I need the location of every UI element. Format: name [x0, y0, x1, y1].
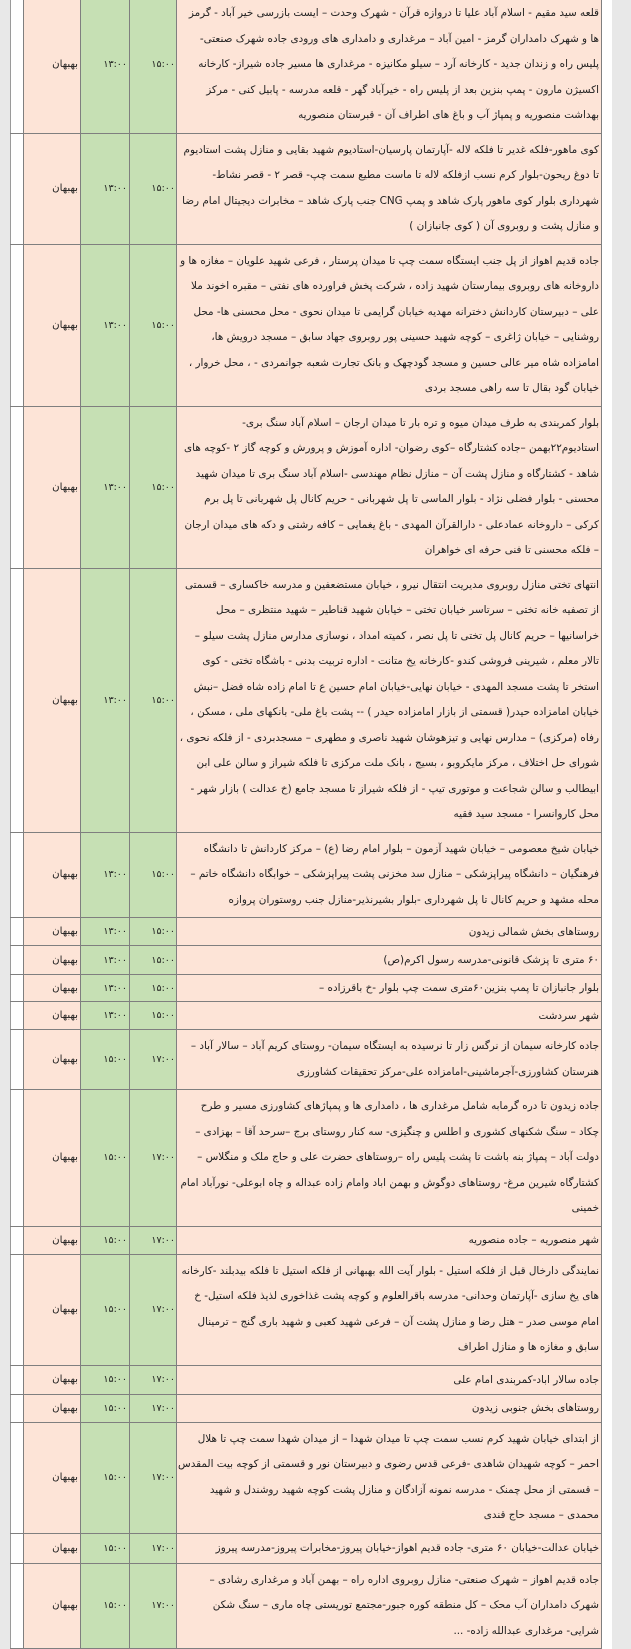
table-row [11, 568, 602, 832]
row-header-cell [11, 0, 24, 133]
end-time-cell[interactable]: ۱۵:۰۰ [130, 244, 177, 406]
area-cell[interactable]: انتهای تختی منازل روبروی مدیریت انتقال نیرو ، خیابان مستضعفین و مدرسه خاکساری – قسمتی از تصفیه خانه تختی – سرتاسر خیابان تختی – خیابان شهید قناطیر – شهید منتظری – محل خراسانیها – حریم کانال پل تختی تا پل نصر ، کمیته امداد ، نوسازی مدارس منازل پشت سیلو – تالار معلم ، شیرینی فروشی کندو -کارخانه یخ متانت - اداره تربیت بدنی - باشگاه تختی - کوی استخر تا پشت مسجد المهدی - خیابان نهایی-خیابان امام حسین ع تا امام زاده شاه فضل –نبش خیابان امامزاده حیدر( قسمتی از بازار امامزاده حیدر ) -- پشت باغ ملی- بانکهای ملی ، مسکن ، رفاه (مرکزی) – مدارس نهایی و تیزهوشان شهید ناصری و مطهری – مسجدبردی - از فلکه نحوی ، شورای حل اختلاف ، مرکز مایکروبو ، بسیج ، بانک ملت مرکزی تا فلکه شیراز و سالن علی ابن ابیطالب و سالن شجاعت و موتوری تیپ - از فلکه شیراز تا مسجد جامع (خ عدالت ) بازار شهر - محل کاروانسرا - مسجد سید فقیه [177, 568, 602, 832]
city-cell[interactable]: بهبهان [24, 918, 81, 946]
end-time-cell[interactable]: ۱۵:۰۰ [130, 0, 177, 133]
start-time-cell[interactable]: ۱۳:۰۰ [81, 244, 130, 406]
row-header-cell [11, 244, 24, 406]
start-time-cell[interactable]: ۱۵:۰۰ [81, 1365, 130, 1394]
row-header-cell [11, 568, 24, 832]
start-time-cell[interactable]: ۱۳:۰۰ [81, 0, 130, 133]
end-time-cell[interactable]: ۱۷:۰۰ [130, 1090, 177, 1227]
area-cell[interactable]: قلعه سید مقیم - اسلام آباد علیا تا دروازه قرآن - شهرک وحدت – ایست بازرسی خیر آباد - گرمز ها و شهرک دامداران گرمز - امین آباد – مرغداری و دامداری های ورودی جاده شهرک صنعتی- پلیس راه و زندان جدید - کارخانه آرد – سیلو مکانیزه - مرغداری ها مسیر جاده شیراز- کارخانه اکسیژن مارون - پمپ بنزین بعد از پلیس راه - خیرآباد گهر - قلعه مدرسه - پابیل کنی - مرکز بهداشت منصوریه و پمپاژ آب و باغ های اطراف آن - قبرستان منصوریه [177, 0, 602, 133]
start-time-cell[interactable]: ۱۵:۰۰ [81, 1394, 130, 1422]
row-header-cell [11, 946, 24, 975]
start-time-cell[interactable]: ۱۳:۰۰ [81, 1002, 130, 1030]
row-header-cell [11, 975, 24, 1002]
area-cell[interactable]: از ابتدای خیابان شهید کرم نسب سمت چپ تا میدان شهدا – از میدان شهدا سمت چپ تا هلال احمر – کوچه شهیدان شاهدی -فرعی قدس رضوی و دبیرستان نور و قسمتی از کوچه بیت المقدس – قسمتی از محل چمنک - مدرسه نمونه آزادگان و منازل پشت کوچه شهید روشندل و شهید محمدی – مسجد حاج قندی [177, 1422, 602, 1533]
city-cell[interactable]: بهبهان [24, 1422, 81, 1533]
area-cell[interactable]: جاده قدیم اهواز – شهرک صنعتی- منازل روبروی اداره راه – بهمن آباد و مرغداری رشادی – شهرک دامداران آب محک – کل منطقه کوره جبور-مجتمع توریستی چاه ماری – سنگ شکن شرایی- مرغداری عبدالله زاده- ... [177, 1563, 602, 1649]
city-cell[interactable]: بهبهان [24, 1394, 81, 1422]
area-cell[interactable]: روستاهای بخش شمالی زیدون [177, 918, 602, 946]
table-row [11, 918, 602, 946]
end-time-cell[interactable]: ۱۵:۰۰ [130, 918, 177, 946]
end-time-cell[interactable]: ۱۵:۰۰ [130, 133, 177, 244]
end-time-cell[interactable]: ۱۷:۰۰ [130, 1030, 177, 1090]
city-cell[interactable]: بهبهان [24, 0, 81, 133]
area-cell[interactable]: ۶۰ متری تا پزشک قانونی-مدرسه رسول اکرم(ص) [177, 946, 602, 975]
row-header-cell [11, 1394, 24, 1422]
start-time-cell[interactable]: ۱۳:۰۰ [81, 568, 130, 832]
row-header-cell [11, 1030, 24, 1090]
start-time-cell[interactable]: ۱۳:۰۰ [81, 133, 130, 244]
table-row [11, 1254, 602, 1365]
end-time-cell[interactable]: ۱۷:۰۰ [130, 1422, 177, 1533]
area-cell[interactable]: کوی ماهور-فلکه غدیر تا فلکه لاله -آپارتمان پارسیان-استادیوم شهید بقایی و منازل پشت استادیوم تا دوغ ریحون-بلوار کرم نسب ازفلکه لاله تا ماست مطیع سمت چپ- قصر ۲ - قصر نشاط- شهرداری بلوار کوی ماهور پارک شاهد و پمپ CNG جنب پارک شاهد – مخابرات دیجیتال امام رضا و منازل پشت و روبروی آن ( کوی جانبازان ) [177, 133, 602, 244]
table-row [11, 406, 602, 568]
end-time-cell[interactable]: ۱۷:۰۰ [130, 1226, 177, 1254]
table-row [11, 1090, 602, 1227]
outage-schedule-table [10, 0, 602, 1649]
city-cell[interactable]: بهبهان [24, 244, 81, 406]
start-time-cell[interactable]: ۱۳:۰۰ [81, 406, 130, 568]
start-time-cell[interactable]: ۱۳:۰۰ [81, 832, 130, 918]
table-row [11, 1226, 602, 1254]
row-header-cell [11, 1533, 24, 1563]
row-header-cell [11, 832, 24, 918]
table-row [11, 1365, 602, 1394]
end-time-cell[interactable]: ۱۷:۰۰ [130, 1394, 177, 1422]
row-header-cell [11, 133, 24, 244]
start-time-cell[interactable]: ۱۳:۰۰ [81, 946, 130, 975]
row-header-cell [11, 1226, 24, 1254]
area-cell[interactable]: جاده سالار اباد-کمربندی امام علی [177, 1365, 602, 1394]
table-row [11, 244, 602, 406]
end-time-cell[interactable]: ۱۵:۰۰ [130, 568, 177, 832]
table-row [11, 1422, 602, 1533]
end-time-cell[interactable]: ۱۵:۰۰ [130, 946, 177, 975]
table-row [11, 1563, 602, 1649]
table-row [11, 0, 602, 133]
area-cell[interactable]: شهر منصوریه – جاده منصوریه [177, 1226, 602, 1254]
row-header-cell [11, 1563, 24, 1649]
area-cell[interactable]: خیابان عدالت-خیابان ۶۰ متری- جاده قدیم اهواز-خیابان پیروز-مخابرات پیروز-مدرسه پیروز [177, 1533, 602, 1563]
city-cell[interactable]: بهبهان [24, 1533, 81, 1563]
start-time-cell[interactable]: ۱۳:۰۰ [81, 918, 130, 946]
table-row [11, 1394, 602, 1422]
end-time-cell[interactable]: ۱۷:۰۰ [130, 1563, 177, 1649]
table-row [11, 946, 602, 975]
start-time-cell[interactable]: ۱۵:۰۰ [81, 1563, 130, 1649]
table-row [11, 1002, 602, 1030]
city-cell[interactable]: بهبهان [24, 133, 81, 244]
row-header-cell [11, 1422, 24, 1533]
table-row [11, 975, 602, 1002]
city-cell[interactable]: بهبهان [24, 1090, 81, 1227]
city-cell[interactable]: بهبهان [24, 975, 81, 1002]
end-time-cell[interactable]: ۱۷:۰۰ [130, 1365, 177, 1394]
area-cell[interactable]: روستاهای بخش جنوبی زیدون [177, 1394, 602, 1422]
start-time-cell[interactable]: ۱۵:۰۰ [81, 1030, 130, 1090]
start-time-cell[interactable]: ۱۵:۰۰ [81, 1226, 130, 1254]
city-cell[interactable]: بهبهان [24, 1563, 81, 1649]
city-cell[interactable]: بهبهان [24, 406, 81, 568]
area-cell[interactable]: نمایندگی دارخال قبل از فلکه استیل - بلوار آیت الله بهبهانی از فلکه استیل تا فلکه بیدبلند -کارخانه های یخ سازی -آپارتمان وحدانی- مدرسه باقرالعلوم و کوچه پشت غذاخوری لذیذ فلکه استیل- خ امام موسی صدر – هتل رضا و منازل پشت آن – فرعی شهید کعبی و شهید باری گنج – ترمینال سابق و مغازه ها و منازل اطراف [177, 1254, 602, 1365]
city-cell[interactable]: بهبهان [24, 1254, 81, 1365]
end-time-cell[interactable]: ۱۵:۰۰ [130, 832, 177, 918]
city-cell[interactable]: بهبهان [24, 1226, 81, 1254]
area-cell[interactable]: بلوار کمربندی به طرف میدان میوه و تره بار تا میدان ارجان – اسلام آباد سنگ بری-استادیوم۲۲بهمن –جاده کشتارگاه –کوی رضوان- اداره آموزش و پرورش و کوچه گاز ۲ -کوچه های شاهد - کشتارگاه و منازل پشت آن – منازل نظام مهندسی -اسلام آباد سنگ بری تا میدان شهید محسنی - بلوار فضلی نژاد - بلوار الماسی تا پل شهربانی - حریم کانال پل شهربانی تا پل برم کرکی – داروخانه عمادعلی - دارالقرآن المهدی - باغ یغمایی – کافه رشتی و دکه های میدان ارجان – فلکه محسنی تا فنی حرفه ای خواهران [177, 406, 602, 568]
area-cell[interactable]: جاده کارخانه سیمان از نرگس زار تا نرسیده به ایستگاه سیمان- روستای کریم آباد – سالار آباد – هنرستان کشاورزی-آجرماشینی-امامزاده علی-مرکز تحقیقات کشاورزی [177, 1030, 602, 1090]
area-cell[interactable]: بلوار جانبازان تا پمپ بنزین۶۰متری سمت چپ بلوار -خ باقرزاده – [177, 975, 602, 1002]
city-cell[interactable]: بهبهان [24, 1365, 81, 1394]
end-time-cell[interactable]: ۱۵:۰۰ [130, 406, 177, 568]
table-row [11, 1030, 602, 1090]
city-cell[interactable]: بهبهان [24, 832, 81, 918]
row-header-cell [11, 406, 24, 568]
area-cell[interactable]: جاده زیدون تا دره گرمابه شامل مرغداری ها ، دامداری ها و پمپاژهای کشاورزی مسیر و طرح چکاد – سنگ شکنهای کشوری و اطلس و چنگیزی- سه کنار روستای برج –سرحد آقا – بهزادی – دولت آباد – پمپاژ بنه باشت تا پشت پلیس راه –روستاهای حضرت علی و حاج ملک و منگلاس –کشتارگاه شیرین مرغ- روستاهای دوگوش و بهمن اباد وامام زاده عبداله و چاه ابوعلی- نورآباد امام خمینی [177, 1090, 602, 1227]
city-cell[interactable]: بهبهان [24, 1002, 81, 1030]
row-header-cell [11, 918, 24, 946]
end-time-cell[interactable]: ۱۷:۰۰ [130, 1254, 177, 1365]
start-time-cell[interactable]: ۱۵:۰۰ [81, 1422, 130, 1533]
table-row [11, 1533, 602, 1563]
row-header-cell [11, 1002, 24, 1030]
city-cell[interactable]: بهبهان [24, 946, 81, 975]
row-header-cell [11, 1090, 24, 1227]
table-row [11, 133, 602, 244]
area-cell[interactable]: شهر سردشت [177, 1002, 602, 1030]
row-header-cell [11, 1254, 24, 1365]
end-time-cell[interactable]: ۱۵:۰۰ [130, 1002, 177, 1030]
outage-schedule-sheet [10, 0, 612, 1649]
city-cell[interactable]: بهبهان [24, 1030, 81, 1090]
table-row [11, 832, 602, 918]
end-time-cell[interactable]: ۱۵:۰۰ [130, 975, 177, 1002]
row-header-cell [11, 1365, 24, 1394]
area-cell[interactable]: جاده قدیم اهواز از پل جنب ایستگاه سمت چپ تا میدان پرستار ، فرعی شهید علویان – مغازه ها و داروخانه های روبروی بیمارستان شهید زاده ، شرکت پخش فراورده های نفتی – مقبره اخوند ملا علی – دبیرستان کاردانش دخترانه مهدیه خیابان گرایمی تا میدان نحوی - محل محسنی ها- محل روشنایی – خیابان ژاغری – کوچه شهید حسینی پور روبروی جهاد سابق – مسجد درویش ها، امامزاده شاه میر عالی حسین و مسجد گودچهک و بانک تجارت شعبه جوانمردی - ، محل خروار ، خیابان گود بقال تا سه راهی مسجد بردی [177, 244, 602, 406]
start-time-cell[interactable]: ۱۵:۰۰ [81, 1254, 130, 1365]
start-time-cell[interactable]: ۱۳:۰۰ [81, 975, 130, 1002]
city-cell[interactable]: بهبهان [24, 568, 81, 832]
end-time-cell[interactable]: ۱۷:۰۰ [130, 1533, 177, 1563]
area-cell[interactable]: خیابان شیخ معصومی – خیابان شهید آزمون – بلوار امام رضا (ع) – مرکز کاردانش تا دانشگاه فرهنگیان – دانشگاه پیراپزشکی – منازل سد مخزنی پشت پیراپزشکی – خوابگاه دانشگاه خاتم – محله مشهد و حریم کانال تا پل شهرداری -بلوار بشیرنذیر-منازل جنب روستوران پروازه [177, 832, 602, 918]
start-time-cell[interactable]: ۱۵:۰۰ [81, 1090, 130, 1227]
start-time-cell[interactable]: ۱۵:۰۰ [81, 1533, 130, 1563]
